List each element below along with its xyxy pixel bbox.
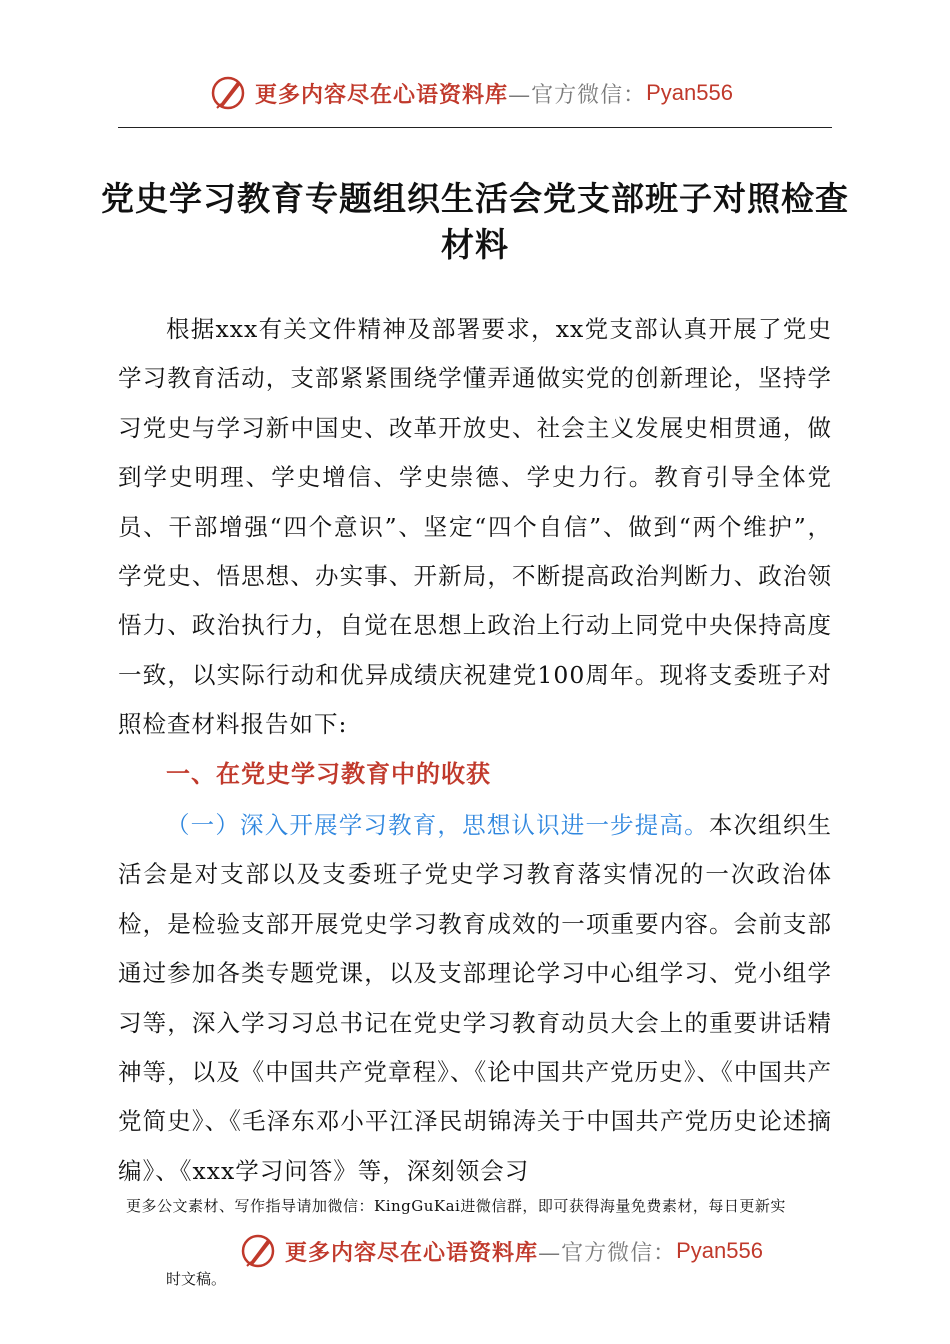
section-heading-1: 一、在党史学习教育中的收获 [166,760,491,788]
top-watermark-banner [0,70,950,116]
subsection-heading-1: （一）深入开展学习教育，思想认识进一步提高。 [166,811,709,839]
quill-pen-logo-icon [237,1230,279,1272]
header-divider [118,127,832,128]
document-title: 党史学习教育专题组织生活会党支部班子对照检查材料 [101,179,849,264]
footer-note: 更多公文素材、写作指导请加微信：KingGuKai进微信群，即可获得海量免费素材，每日更新实 [126,1197,786,1215]
watermark-official-text: —官方微信： [508,82,647,108]
watermark-wechat-id: Pyan556 [646,80,733,105]
quill-pen-logo-icon [207,72,249,114]
footer-note-continued: 时文稿。 [166,1270,227,1288]
subsection-1-body: 本次组织生活会是对支部以及支委班子党史学习教育落实情况的一次政治体检，是检验支部开展党史学习教育成效的一项重要内容。会前支部通过参加各类专题党课，以及支部理论学习中心组学习、党小组学习等，深入学习习总书记在党史学习教育动员大会上的重要讲话精神等，以及《中国共产党章程》、《论中国共产党历史》、《中国共产党简史》、《毛泽东邓小平江泽民胡锦涛关于中国共产党历史论述摘编》、《xxx学习问答》等，深刻领会习 [118,811,833,1185]
intro-paragraph: 根据xxx有关文件精神及部署要求，xx党支部认真开展了党史学习教育活动，支部紧紧围绕学懂弄通做实党的创新理论，坚持学习党史与学习新中国史、改革开放史、社会主义发展史相贯通，做到学史明理、学史增信、学史崇德、学史力行。教育引导全体党员、干部增强“四个意识”、坚定“四个自信”、做到“两个维护”，学党史、悟思想、办实事、开新局，不断提高政治判断力、政治领悟力、政治执行力，自觉在思想上政治上行动上同党中央保持高度一致，以实际行动和优异成绩庆祝建党100周年。现将支委班子对照检查材料报告如下: [118,315,832,739]
bottom-watermark-banner [0,1228,950,1274]
watermark-official-text: —官方微信： [538,1240,677,1266]
watermark-wechat-id: Pyan556 [676,1238,763,1263]
subsection-1-paragraph [118,801,832,1196]
watermark-brand-text: 更多内容尽在心语资料库 [285,1239,539,1266]
watermark-brand-text: 更多内容尽在心语资料库 [255,81,509,108]
